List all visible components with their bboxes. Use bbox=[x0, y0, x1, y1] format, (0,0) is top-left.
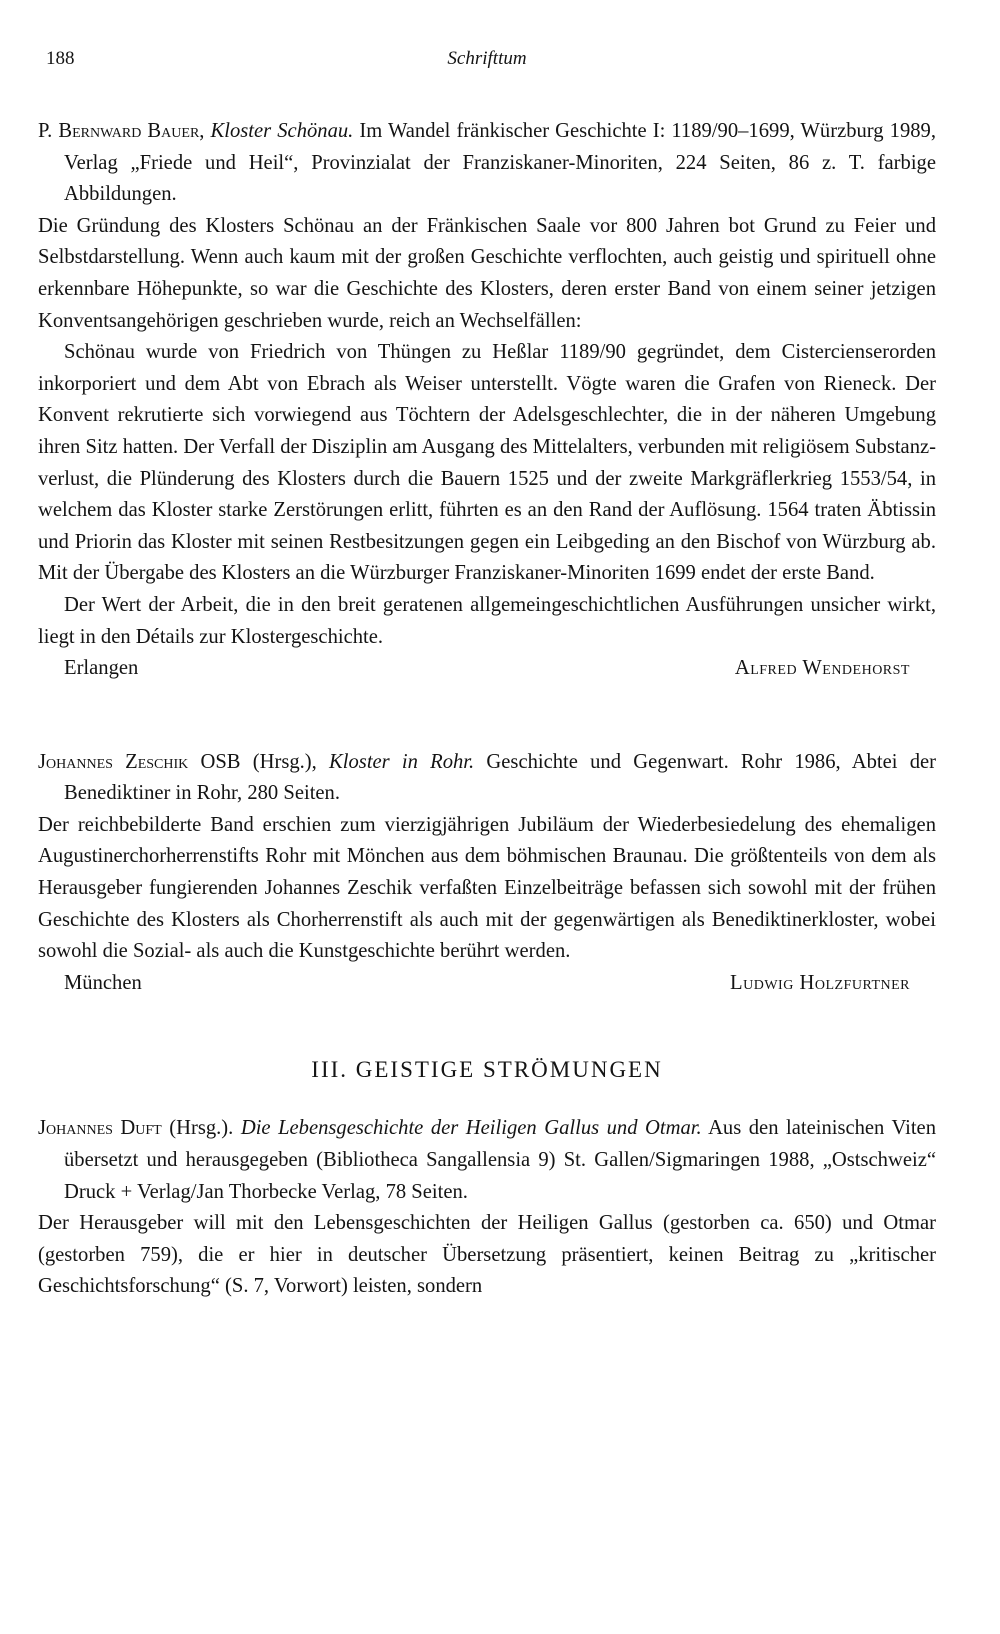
section-heading: III. GEISTIGE STRÖMUNGEN bbox=[311, 1057, 663, 1083]
review-paragraph: Der Herausgeber will mit den Lebensgeschichten der Heiligen Gallus (gestorben ca. 650) und Otmar (gestorben 759), die er hier in deutscher Übersetzung präsentiert, keinen Beitrag zu „kritischer Geschichtsforschung“ (S. 7, Vorwort) leisten, sondern bbox=[38, 1212, 936, 1298]
bibliographic-entry bbox=[38, 1113, 936, 1208]
review-paragraph: Die Gründung des Klosters Schönau an der Fränkischen Saale vor 800 Jahren bot Grund zu Feier und Selbstdarstellung. Wenn auch kaum mit der großen Geschichte verflochten, auch geistig und spirituell ohne erkennbare Höhepunkte, so war die Geschichte des Klosters, deren erster Band von einem seiner jetzigen Konventsangehörigen geschrieben wurde, reich an Wechselfällen: bbox=[38, 214, 936, 332]
running-title: Schrifttum bbox=[447, 48, 527, 69]
page-header bbox=[38, 40, 936, 80]
book-title: Die Lebensgeschichte der Heiligen Gallus und Otmar. bbox=[240, 1117, 702, 1140]
review-author: P. Bernward Bauer, bbox=[38, 120, 205, 142]
reviewer-name: Alfred Wendehorst bbox=[734, 657, 910, 680]
review-bauer bbox=[38, 116, 936, 685]
review-signature bbox=[38, 968, 936, 1000]
review-paragraph: Der reichbebilderte Band erschien zum vierzigjährigen Jubiläum der Wiederbesiedelung des ehemaligen Augustinerchorherrenstifts Rohr mit Mönchen aus dem böhmischen Braunau. Die größtenteils von dem als Herausgeber fungierenden Johannes Zeschik verfaßten Einzelbeiträge befassen sich sowohl mit der frühen Geschichte des Klosters als Chorherrenstift als auch mit der gegenwärtigen als Benediktinerkloster, wobei sowohl die Sozial- als auch die Kunstgeschichte berührt werden. bbox=[38, 813, 936, 963]
review-paragraph: Der Wert der Arbeit, die in den breit geratenen allgemeingeschichtlichen Ausführungen unsicher wirkt, liegt in den Détails zur Klostergeschichte. bbox=[38, 593, 936, 648]
book-page bbox=[38, 40, 936, 1303]
reviewer-name: Ludwig Holzfurtner bbox=[730, 971, 910, 994]
book-title: Kloster in Rohr. bbox=[329, 750, 475, 773]
review-author: Johannes Zeschik bbox=[38, 750, 189, 773]
review-place: München bbox=[64, 971, 142, 994]
bibliographic-entry bbox=[38, 116, 936, 211]
author-suffix: (Hrsg.). bbox=[169, 1117, 234, 1140]
review-duft bbox=[38, 1113, 936, 1303]
citation-details: Aus den lateinischen Viten übersetzt und herausgegeben (Bibliotheca Sangallensia 9) St. Gallen/Sigmaringen 1988, „Ostschweiz“ Druck + Verlag/Jan Thorbecke Verlag, 78 Seiten. bbox=[64, 1117, 936, 1203]
page-number: 188 bbox=[46, 48, 75, 69]
review-signature bbox=[38, 653, 936, 685]
review-zeschik bbox=[38, 747, 936, 1000]
citation-details: Im Wandel fränkischer Geschichte I: 1189/90–1699, Würzburg 1989, Verlag „Friede und Heil“, Provinzialat der Franziskaner-Minoriten, 224 Seiten, 86 z. T. farbige Abbildungen. bbox=[64, 120, 936, 206]
review-paragraph: Schönau wurde von Friedrich von Thüngen zu Heßlar 1189/90 gegründet, dem Cistercienserorden inkorporiert und dem Abt von Ebrach als Weiser unterstellt. Vögte waren die Grafen von Rieneck. Der Konvent rekrutierte sich vorwiegend aus Töchtern der Adelsgeschlechter, die in der näheren Umgebung ihren Sitz hatten. Der Verfall der Disziplin am Ausgang des Mittelalters, verbunden mit religiösem Substanzverlust, die Plünderung des Klosters durch die Bauern 1525 und der zweite Markgräflerkrieg 1553/54, in welchem das Kloster starke Zerstörungen erlitt, führten es an den Rand der Auflösung. 1564 traten Äbtissin und Priorin das Kloster mit seinen Restbesitzungen gegen ein Leibgeding an den Bischof von Würzburg ab. Mit der Übergabe des Klosters an die Würzburger Franziskaner-Minoriten 1699 endet der erste Band. bbox=[38, 341, 936, 585]
review-author: Johannes Duft bbox=[38, 1117, 162, 1140]
citation-details: Geschichte und Gegenwart. Rohr 1986, Abtei der Benediktiner in Rohr, 280 Seiten. bbox=[64, 750, 937, 805]
review-place: Erlangen bbox=[64, 657, 139, 680]
author-suffix: OSB (Hrsg.), bbox=[200, 750, 317, 773]
bibliographic-entry bbox=[38, 747, 936, 810]
book-title: Kloster Schönau. bbox=[210, 120, 354, 142]
